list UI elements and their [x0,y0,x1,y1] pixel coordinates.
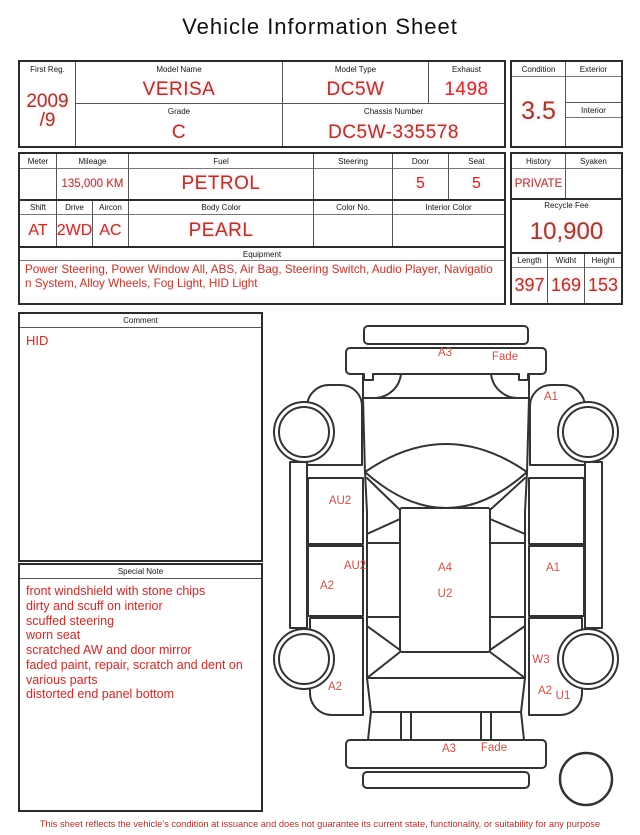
front-right-wheel [558,402,618,462]
syaken-label: Syaken [566,154,621,169]
marker-roof-u2: U2 [437,588,453,600]
model-name-label: Model Name [156,65,202,74]
left-front-door [308,478,363,544]
first-reg-cell [20,62,76,146]
history-box [510,152,623,305]
marker-left-rear-door-au2: AU2 [343,560,367,572]
steering-value [314,169,392,199]
chassis-number-label: Chassis Number [282,104,504,119]
syaken-value [566,169,621,198]
aircon-value: AC [99,221,122,239]
shift-value: AT [28,221,48,239]
body-color-label: Body Color [129,201,313,215]
door-label: Door [393,154,448,169]
note-line: distorted end panel bottom [26,687,175,702]
note-line: front windshield with stone chips [26,584,206,598]
spec-row-1 [20,154,504,199]
exterior-value [566,77,621,103]
note-line: faded paint, repair, scratch and dent on various parts [26,657,243,687]
marker-roof-a4: A4 [437,562,453,574]
spec-row-2 [20,199,504,246]
rear-bottom-strip [363,772,529,788]
roof-panel [400,508,490,652]
special-note-label: Special Note [20,565,261,579]
length-label: Length [512,254,547,268]
marker-right-rear-door-a1: A1 [545,562,561,574]
body-color-value: PEARL [188,219,254,241]
right-window-lines [490,478,525,650]
marker-left-rear-fender-a2: A2 [327,681,343,693]
history-value: PRIVATE [514,177,563,190]
first-reg-label: First Reg. [30,65,65,74]
recycle-fee-label: Recycle Fee [512,198,621,211]
rear-left-wheel [274,629,334,689]
tailgate [367,678,525,740]
chassis-number-value: DC5W-335578 [282,119,504,146]
marker-rear-bumper-fade: Fade [480,742,508,754]
hood-right-edge [527,398,529,473]
comment-label: Comment [20,314,261,328]
first-reg-value: 2009 /9 [26,90,69,131]
right-arch-line [491,374,518,398]
meter-label: Meter [20,154,56,169]
height-label: Height [585,254,621,268]
shift-label: Shift [20,201,56,215]
note-line: worn seat [26,628,81,643]
hood-left-edge [363,398,365,473]
comment-box [18,312,263,562]
aircon-label: Aircon [93,201,128,215]
interior-color-value [393,215,504,246]
body-left-edge [365,472,367,678]
marker-right-rear-wheel-w3: W3 [532,654,550,666]
condition-box [510,60,623,148]
recycle-fee-value: 10,900 [529,217,604,245]
steering-label: Steering [314,154,392,169]
mileage-value: 135,000 KM [61,178,124,190]
spec-table [18,152,506,305]
width-label: Widht [548,254,584,268]
width-value: 169 [550,275,582,295]
color-no-label: Color No. [314,201,392,215]
special-note-box [18,563,263,812]
marker-rear-bumper-a3: A3 [441,743,457,755]
marker-front-bumper-a3: A3 [437,347,453,359]
note-line: scratched AW and door mirror [26,643,192,657]
history-row [512,154,621,198]
left-sill [290,462,307,628]
marker-right-rear-fender-u1: U1 [555,690,571,702]
exhaust-label: Exhaust [428,62,504,77]
marker-left-front-door-au2: AU2 [328,495,352,507]
dimensions-row [512,252,621,303]
drive-label: Drive [57,201,92,215]
marker-right-rear-fender-a2: A2 [537,685,553,697]
spare-tire [560,753,612,805]
exterior-label: Exterior [566,62,621,77]
seat-label: Seat [449,154,504,169]
length-value: 397 [514,275,545,295]
exhaust-value: 1498 [428,77,504,104]
fuel-value: PETROL [181,173,261,194]
front-top-strip [364,326,528,344]
drive-value: 2WD [57,221,92,239]
interior-value [566,118,621,146]
disclaimer-text: This sheet reflects the vehicle's condition at issuance and does not guarantee its current state, functionality, or suitability for any purpose [39,819,601,829]
equipment-value: Power Steering, Power Window All, ABS, Air Bag, Steering Switch, Audio Player, Navigation System, Alloy Wheels, Fog Light, HID Light [25,263,493,290]
condition-value: 3.5 [521,97,556,125]
interior-label: Interior [566,103,621,118]
note-line: dirty and scuff on interior [26,598,163,613]
identification-table [18,60,506,148]
note-line: scuffed steering [26,613,115,628]
vehicle-damage-diagram [270,312,638,815]
condition-label: Condition [512,62,565,77]
rear-right-wheel [558,629,618,689]
page-title: Vehicle Information Sheet [182,14,458,39]
marker-left-rear-door-a2: A2 [319,580,335,592]
fuel-label: Fuel [129,154,313,169]
right-front-door [529,478,584,544]
left-rear-door [308,546,363,616]
marker-front-bumper-fade: Fade [491,351,519,363]
rear-window [367,652,525,678]
height-value: 153 [587,275,619,295]
grade-value: C [171,121,187,143]
comment-text: HID [26,333,49,348]
marker-right-front-fender-a1: A1 [543,391,559,403]
interior-color-label: Interior Color [393,201,504,215]
left-arch-line [374,374,401,398]
right-rear-door [529,546,584,616]
front-left-wheel [274,402,334,462]
grade-label: Grade [167,107,191,116]
color-no-value [314,215,392,246]
condition-cell [512,62,566,146]
door-value: 5 [416,175,425,192]
equipment-label: Equipment [20,246,504,261]
tail-lamp-slots [401,712,491,739]
model-type-label: Model Type [282,62,428,77]
seat-value: 5 [472,175,481,192]
body-right-edge [525,472,527,678]
history-label: History [512,154,565,169]
meter-value [20,169,56,199]
mileage-label: Mileage [57,154,128,169]
right-sill [585,462,602,628]
left-window-lines [367,478,400,650]
model-type-value: DC5W [282,77,428,104]
model-name-value: VERISA [76,77,282,104]
special-note-text [20,579,261,810]
